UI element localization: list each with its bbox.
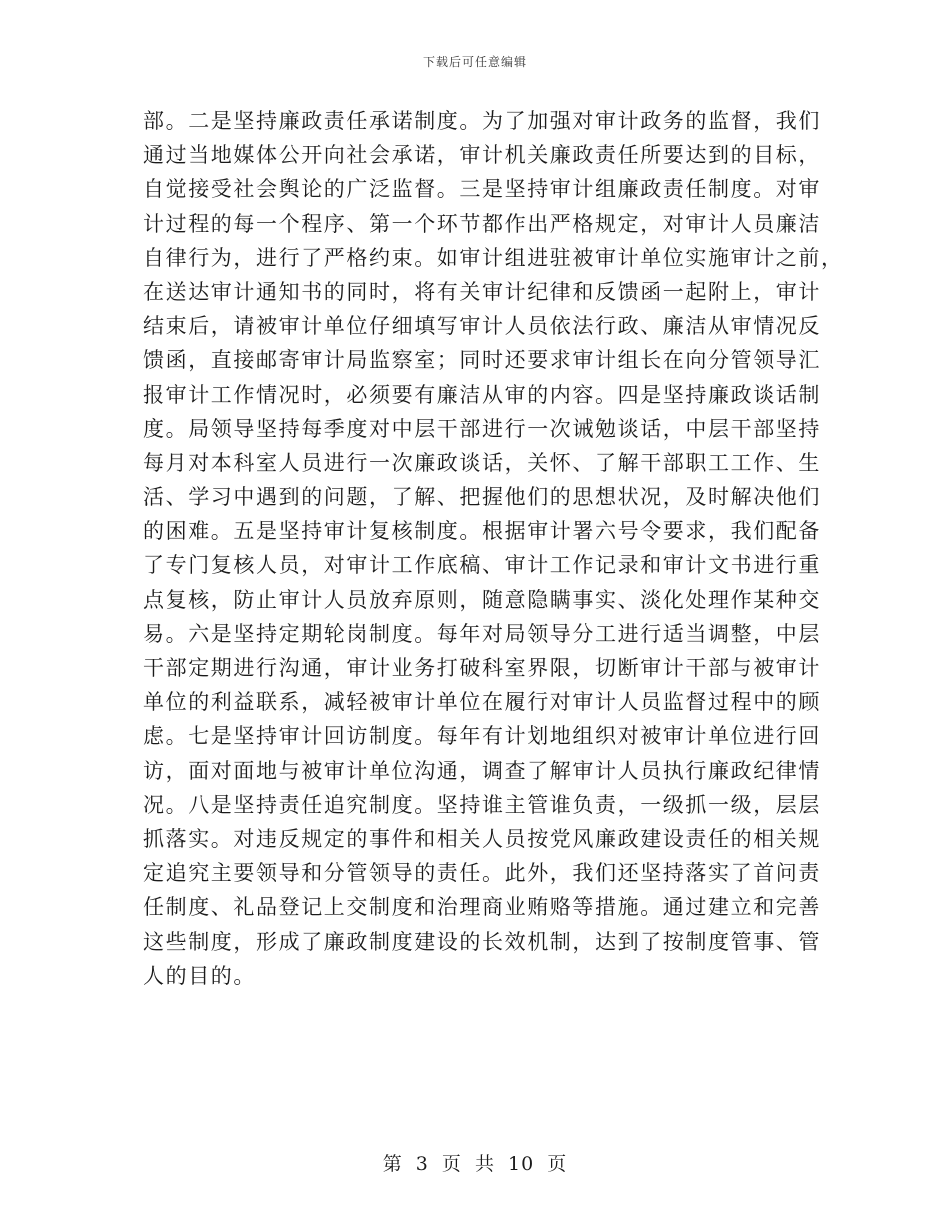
page-header: 下载后可任意编辑 <box>422 55 527 69</box>
text-line: 度。局领导坚持每季度对中层干部进行一次诫勉谈话，中层干部坚持 <box>143 416 821 441</box>
text-line: 结束后，请被审计单位仔细填写审计人员依法行政、廉洁从审情况反 <box>143 314 821 339</box>
text-line: 馈函，直接邮寄审计局监察室；同时还要求审计组长在向分管领导汇 <box>143 348 821 373</box>
text-line: 部。二是坚持廉政责任承诺制度。为了加强对审计政务的监督，我们 <box>143 109 821 133</box>
text-line: 单位的利益联系，减轻被审计单位在履行对审计人员监督过程中的顾 <box>143 690 821 715</box>
text-line: 了专门复核人员，对审计工作底稿、审计工作记录和审计文书进行重 <box>143 553 821 578</box>
document-body <box>143 104 844 993</box>
text-line: 在送达审计通知书的同时，将有关审计纪律和反馈函一起附上，审计 <box>143 279 821 304</box>
text-line: 这些制度，形成了廉政制度建设的长效机制，达到了按制度管事、管 <box>143 929 821 954</box>
text-line: 的困难。五是坚持审计复核制度。根据审计署六号令要求，我们配备 <box>143 519 821 544</box>
text-line: 定追究主要领导和分管领导的责任。此外，我们还坚持落实了首问责 <box>143 861 821 886</box>
text-line: 点复核，防止审计人员放弃原则，随意隐瞒事实、淡化处理作某种交 <box>143 587 821 612</box>
text-line: 抓落实。对违反规定的事件和相关人员按党风廉政建设责任的相关规 <box>143 826 821 851</box>
page-number-footer: 第 3 页 共 10 页 <box>382 1153 568 1175</box>
text-line: 干部定期进行沟通，审计业务打破科室界限，切断审计干部与被审计 <box>143 656 821 680</box>
text-line: 虑。七是坚持审计回访制度。每年有计划地组织对被审计单位进行回 <box>143 724 821 749</box>
text-line: 任制度、礼品登记上交制度和治理商业贿赂等措施。通过建立和完善 <box>143 895 821 920</box>
text-line: 人的目的。 <box>143 963 256 988</box>
text-line: 易。六是坚持定期轮岗制度。每年对局领导分工进行适当调整，中层 <box>143 621 821 646</box>
text-line: 计过程的每一个程序、第一个环节都作出严格规定，对审计人员廉洁 <box>143 211 821 236</box>
text-line: 自觉接受社会舆论的广泛监督。三是坚持审计组廉政责任制度。对审 <box>143 177 821 202</box>
text-line: 活、学习中遇到的问题，了解、把握他们的思想状况，及时解决他们 <box>143 485 821 510</box>
text-line: 通过当地媒体公开向社会承诺，审计机关廉政责任所要达到的目标， <box>143 143 821 168</box>
text-line: 每月对本科室人员进行一次廉政谈话，关怀、了解干部职工工作、生 <box>143 450 821 475</box>
text-line: 自律行为，进行了严格约束。如审计组进驻被审计单位实施审计之前， <box>143 245 844 270</box>
text-line: 访，面对面地与被审计单位沟通，调查了解审计人员执行廉政纪律情 <box>143 758 821 783</box>
text-line: 况。八是坚持责任追究制度。坚持谁主管谁负责，一级抓一级，层层 <box>143 792 821 817</box>
text-line: 报审计工作情况时，必须要有廉洁从审的内容。四是坚持廉政谈话制 <box>143 382 821 407</box>
